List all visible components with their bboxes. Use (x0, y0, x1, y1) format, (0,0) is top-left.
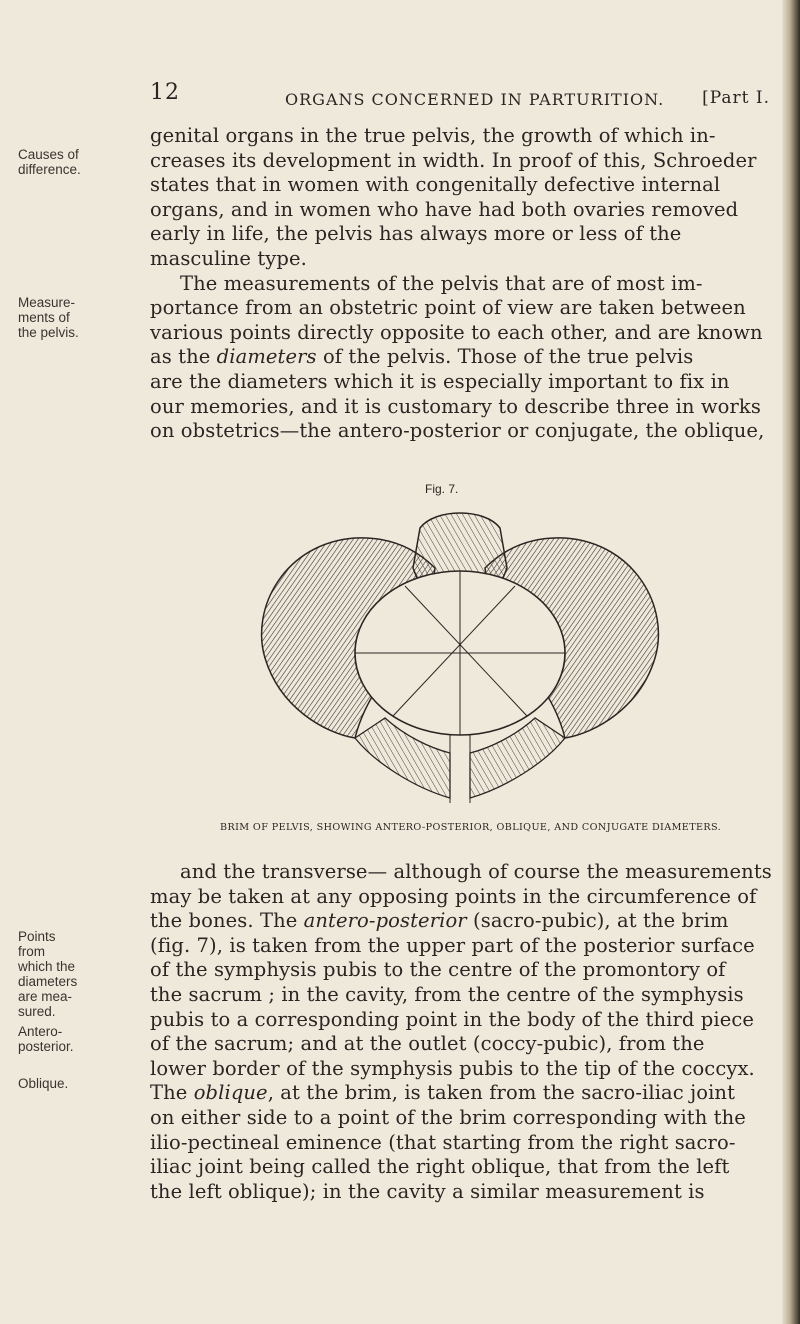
text-run: , at the brim, is taken from the sacro-iliac joint (267, 1081, 736, 1105)
text-run: as the (150, 345, 217, 369)
text-run: (sacro-pubic), at the brim (466, 909, 729, 933)
margin-note-line: Causes of (18, 147, 79, 162)
margin-note-measurements (18, 295, 126, 340)
margin-note-line: Measure- (18, 295, 76, 310)
text-line: (fig. 7), is taken from the upper part of the posterior surface (150, 933, 755, 957)
text-line: on obstetrics—the antero-posterior or conjugate, the oblique, (150, 419, 765, 443)
text-line: portance from an obstetric point of view are taken between (150, 296, 746, 320)
text-line: various points directly opposite to each other, and are known (150, 320, 763, 344)
margin-note-line: from (18, 944, 45, 959)
figure-label: Fig. 7. (425, 482, 459, 496)
text-run: the bones. The (150, 909, 304, 933)
text-line: of the sacrum; and at the outlet (coccy-pubic), from the (150, 1032, 705, 1056)
margin-note-line: which the (18, 959, 76, 974)
text-line: genital organs in the true pelvis, the growth of which in- (150, 124, 716, 147)
margin-note-oblique (18, 1076, 126, 1091)
text-line: lower border of the symphysis pubis to the tip of the coccyx. (150, 1056, 755, 1080)
margin-note-line: Points (18, 929, 56, 944)
text-line (150, 345, 776, 370)
text-line: The measurements of the pelvis that are of most im- (180, 271, 703, 295)
text-run: of the pelvis. Those of the true pelvis (316, 345, 694, 369)
text-line: states that in women with congenitally defective internal (150, 173, 721, 197)
margin-note-line: difference. (18, 162, 81, 177)
page-number: 12 (150, 80, 180, 105)
text-line: organs, and in women who have had both ovaries removed (150, 197, 739, 221)
margin-note-line: the pelvis. (18, 325, 79, 340)
body-text-top (150, 124, 776, 444)
figure-caption: BRIM OF PELVIS, SHOWING ANTERO-POSTERIOR, OBLIQUE, AND CONJUGATE DIAMETERS. (220, 822, 722, 833)
book-spine-shadow (782, 0, 800, 1324)
body-text-bottom (150, 860, 776, 1204)
text-line: are the diameters which it is especially important to fix in (150, 369, 730, 393)
text-line: may be taken at any opposing points in the circumference of (150, 884, 757, 908)
margin-note-line: ments of (18, 310, 70, 325)
text-line (150, 909, 776, 934)
text-line (150, 1081, 776, 1106)
text-line: iliac joint being called the right oblique, that from the left (150, 1155, 730, 1179)
text-run: The (150, 1081, 194, 1105)
emphasis-diameters: diameters (216, 345, 317, 369)
text-line: early in life, the pelvis has always more or less of the (150, 222, 682, 246)
emphasis-oblique: oblique (193, 1081, 268, 1105)
margin-note-line: Antero- (18, 1024, 63, 1039)
text-line: ilio-pectineal eminence (that starting from the right sacro- (150, 1130, 736, 1154)
running-head (150, 80, 770, 114)
margin-note-line: diameters (18, 974, 78, 989)
text-line: on either side to a point of the brim corresponding with the (150, 1105, 746, 1129)
text-line: our memories, and it is customary to describe three in works (150, 394, 761, 418)
margin-note-causes (18, 147, 126, 177)
text-line: pubis to a corresponding point in the body of the third piece (150, 1007, 755, 1031)
margin-note-line: Oblique. (18, 1076, 69, 1091)
margin-note-points (18, 929, 126, 1019)
margin-note-line: sured. (18, 1004, 56, 1019)
part-label: [Part I. (702, 88, 770, 108)
margin-note-line: are mea- (18, 989, 73, 1004)
text-line: the left oblique); in the cavity a similar measurement is (150, 1179, 705, 1203)
text-line: the sacrum ; in the cavity, from the centre of the symphysis (150, 982, 744, 1006)
text-line: creases its development in width. In proof of this, Schroeder (150, 148, 757, 172)
pelvis-illustration (245, 498, 675, 808)
chapter-title: ORGANS CONCERNED IN PARTURITION. (285, 90, 665, 109)
margin-note-line: posterior. (18, 1039, 74, 1054)
text-line: of the symphysis pubis to the centre of the promontory of (150, 958, 726, 982)
text-line: and the transverse— although of course the measurements (180, 860, 772, 883)
text-line: masculine type. (150, 246, 307, 270)
emphasis-antero-posterior: antero-posterior (303, 909, 467, 933)
margin-note-antero (18, 1024, 126, 1054)
